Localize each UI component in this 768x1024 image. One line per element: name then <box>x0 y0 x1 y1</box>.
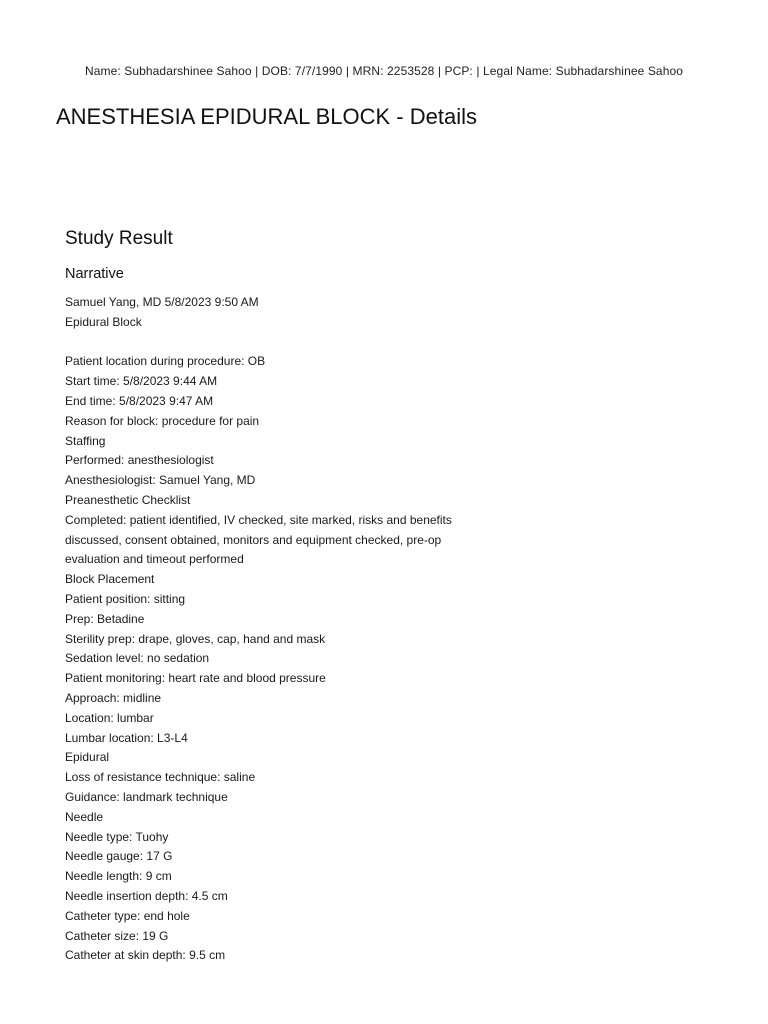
patient-info-header: Name: Subhadarshinee Sahoo | DOB: 7/7/1990 | MRN: 2253528 | PCP: | Legal Name: Subhadarshinee Sahoo <box>84 64 684 78</box>
narrative-line: Needle length: 9 cm <box>65 869 172 884</box>
narrative-line: Patient monitoring: heart rate and blood pressure <box>65 671 326 686</box>
narrative-line: Samuel Yang, MD 5/8/2023 9:50 AM <box>65 295 259 309</box>
narrative-line: Sedation level: no sedation <box>65 651 210 666</box>
study-result-section <box>65 227 705 966</box>
narrative-line: Guidance: landmark technique <box>65 789 228 804</box>
narrative-line: Location: lumbar <box>65 710 154 725</box>
narrative-line: Lumbar location: L3-L4 <box>65 730 188 745</box>
narrative-line: Needle insertion depth: 4.5 cm <box>65 888 228 903</box>
narrative-line: Block Placement <box>65 572 155 587</box>
narrative-line: Catheter type: end hole <box>65 908 190 923</box>
narrative-title: Narrative <box>65 266 124 282</box>
narrative-line: Needle <box>65 809 104 824</box>
study-result-title: Study Result <box>65 228 173 249</box>
narrative-line: Staffing <box>65 433 106 448</box>
narrative-line: Epidural <box>65 750 110 765</box>
narrative-line: Loss of resistance technique: saline <box>65 770 256 785</box>
narrative-line: Prep: Betadine <box>65 611 145 626</box>
narrative-line: Start time: 5/8/2023 9:44 AM <box>65 374 218 389</box>
narrative-line: Catheter size: 19 G <box>65 928 169 943</box>
narrative-line <box>65 333 705 353</box>
narrative-body <box>65 293 705 966</box>
narrative-line: Anesthesiologist: Samuel Yang, MD <box>65 473 256 488</box>
narrative-line: Patient location during procedure: OB <box>65 354 266 369</box>
narrative-line: Approach: midline <box>65 690 162 705</box>
narrative-line: End time: 5/8/2023 9:47 AM <box>65 393 214 408</box>
narrative-line: Preanesthetic Checklist <box>65 492 191 507</box>
narrative-line: Completed: patient identified, IV checked, site marked, risks and benefits discussed, consent obtained, monitors and equipment checked, pre-op evaluation and timeout performed <box>65 512 452 567</box>
narrative-line: Needle gauge: 17 G <box>65 849 173 864</box>
narrative-line: Catheter at skin depth: 9.5 cm <box>65 948 226 963</box>
narrative-line: Performed: anesthesiologist <box>65 453 214 468</box>
narrative-line: Needle type: Tuohy <box>65 829 169 844</box>
narrative-line: Reason for block: procedure for pain <box>65 413 260 428</box>
narrative-line: Patient position: sitting <box>65 591 186 606</box>
narrative-line: Sterility prep: drape, gloves, cap, hand and mask <box>65 631 326 646</box>
narrative-line: Epidural Block <box>65 314 142 329</box>
page-title: ANESTHESIA EPIDURAL BLOCK - Details <box>56 104 477 129</box>
